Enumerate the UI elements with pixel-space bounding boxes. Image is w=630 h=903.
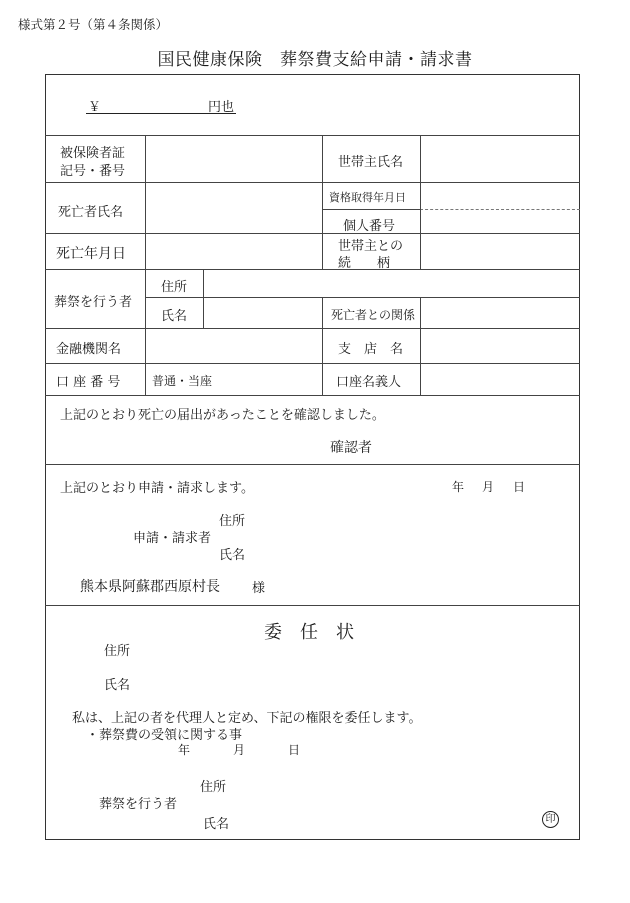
proxy-name-label: 氏名	[104, 678, 131, 693]
column-divider	[420, 135, 421, 269]
label-personal-number: 個人番号	[343, 219, 396, 234]
proxy-year: 年	[178, 743, 191, 757]
column-divider	[322, 297, 323, 395]
row-divider	[45, 328, 580, 329]
label-death-date: 死亡年月日	[56, 246, 126, 262]
section-divider	[45, 605, 580, 606]
application-day: 日	[513, 480, 526, 494]
applicant-address-label: 住所	[219, 514, 246, 529]
row-divider	[45, 233, 580, 234]
label-account-number: 口 座 番 号	[56, 375, 121, 390]
proxy-item: ・葬祭費の受領に関する事	[86, 728, 243, 743]
currency-sign: ￥	[88, 100, 102, 115]
label-relation-householder: 世帯主との	[338, 239, 404, 254]
amount-suffix: 円也	[208, 100, 235, 115]
label-insured-card: 被保険者証	[60, 146, 126, 161]
label-relation-deceased: 死亡者との関係	[331, 308, 416, 322]
proxy-statement: 私は、上記の者を代理人と定め、下記の権限を委任します。	[72, 711, 422, 726]
label-eligibility-date: 資格取得年月日	[329, 191, 406, 204]
label-branch-name: 支 店 名	[338, 342, 404, 357]
applicant-name-label: 氏名	[219, 548, 246, 563]
proxy-host-name-label: 氏名	[203, 817, 230, 832]
row-divider	[45, 395, 580, 396]
label-funeral-host: 葬祭を行う者	[54, 295, 133, 310]
seal-mark: 印	[542, 811, 559, 828]
column-divider	[420, 297, 421, 395]
label-account-holder: 口座名義人	[336, 375, 402, 390]
label-host-address: 住所	[161, 280, 188, 295]
form-number: 様式第２号（第４条関係）	[18, 17, 169, 32]
row-divider	[45, 269, 580, 270]
proxy-host-label: 葬祭を行う者	[99, 797, 178, 812]
addressee-honorific: 様	[252, 581, 266, 596]
column-divider	[322, 135, 323, 269]
column-divider	[203, 269, 204, 328]
applicant-label: 申請・請求者	[133, 531, 212, 546]
proxy-host-address-label: 住所	[200, 780, 227, 795]
cell-divider	[145, 297, 580, 298]
application-year: 年	[452, 480, 465, 494]
proxy-address-label: 住所	[104, 644, 131, 659]
confirmation-text: 上記のとおり死亡の届出があったことを確認しました。	[60, 408, 385, 423]
account-type-options: 普通・当座	[152, 374, 213, 388]
addressee: 熊本県阿蘇郡西原村長	[80, 579, 220, 595]
proxy-title: 委 任 状	[264, 622, 354, 643]
dashed-divider	[420, 209, 580, 210]
application-text: 上記のとおり申請・請求します。	[60, 481, 254, 496]
label-bank-name: 金融機関名	[56, 342, 122, 357]
confirmer-label: 確認者	[330, 440, 372, 456]
row-divider	[45, 182, 580, 183]
label-insured-card-number: 記号・番号	[60, 164, 126, 179]
proxy-month: 月	[233, 743, 246, 757]
section-divider	[45, 464, 580, 465]
row-divider	[45, 135, 580, 136]
application-month: 月	[482, 480, 495, 494]
label-deceased-name: 死亡者氏名	[58, 205, 124, 220]
label-relation-householder-2: 続 柄	[338, 256, 391, 271]
label-host-name: 氏名	[161, 309, 188, 324]
label-householder-name: 世帯主氏名	[338, 155, 404, 170]
form-title: 国民健康保険 葬祭費支給申請・請求書	[157, 50, 473, 70]
column-divider	[145, 135, 146, 395]
proxy-day: 日	[288, 743, 301, 757]
row-divider	[45, 363, 580, 364]
cell-divider	[322, 209, 420, 210]
